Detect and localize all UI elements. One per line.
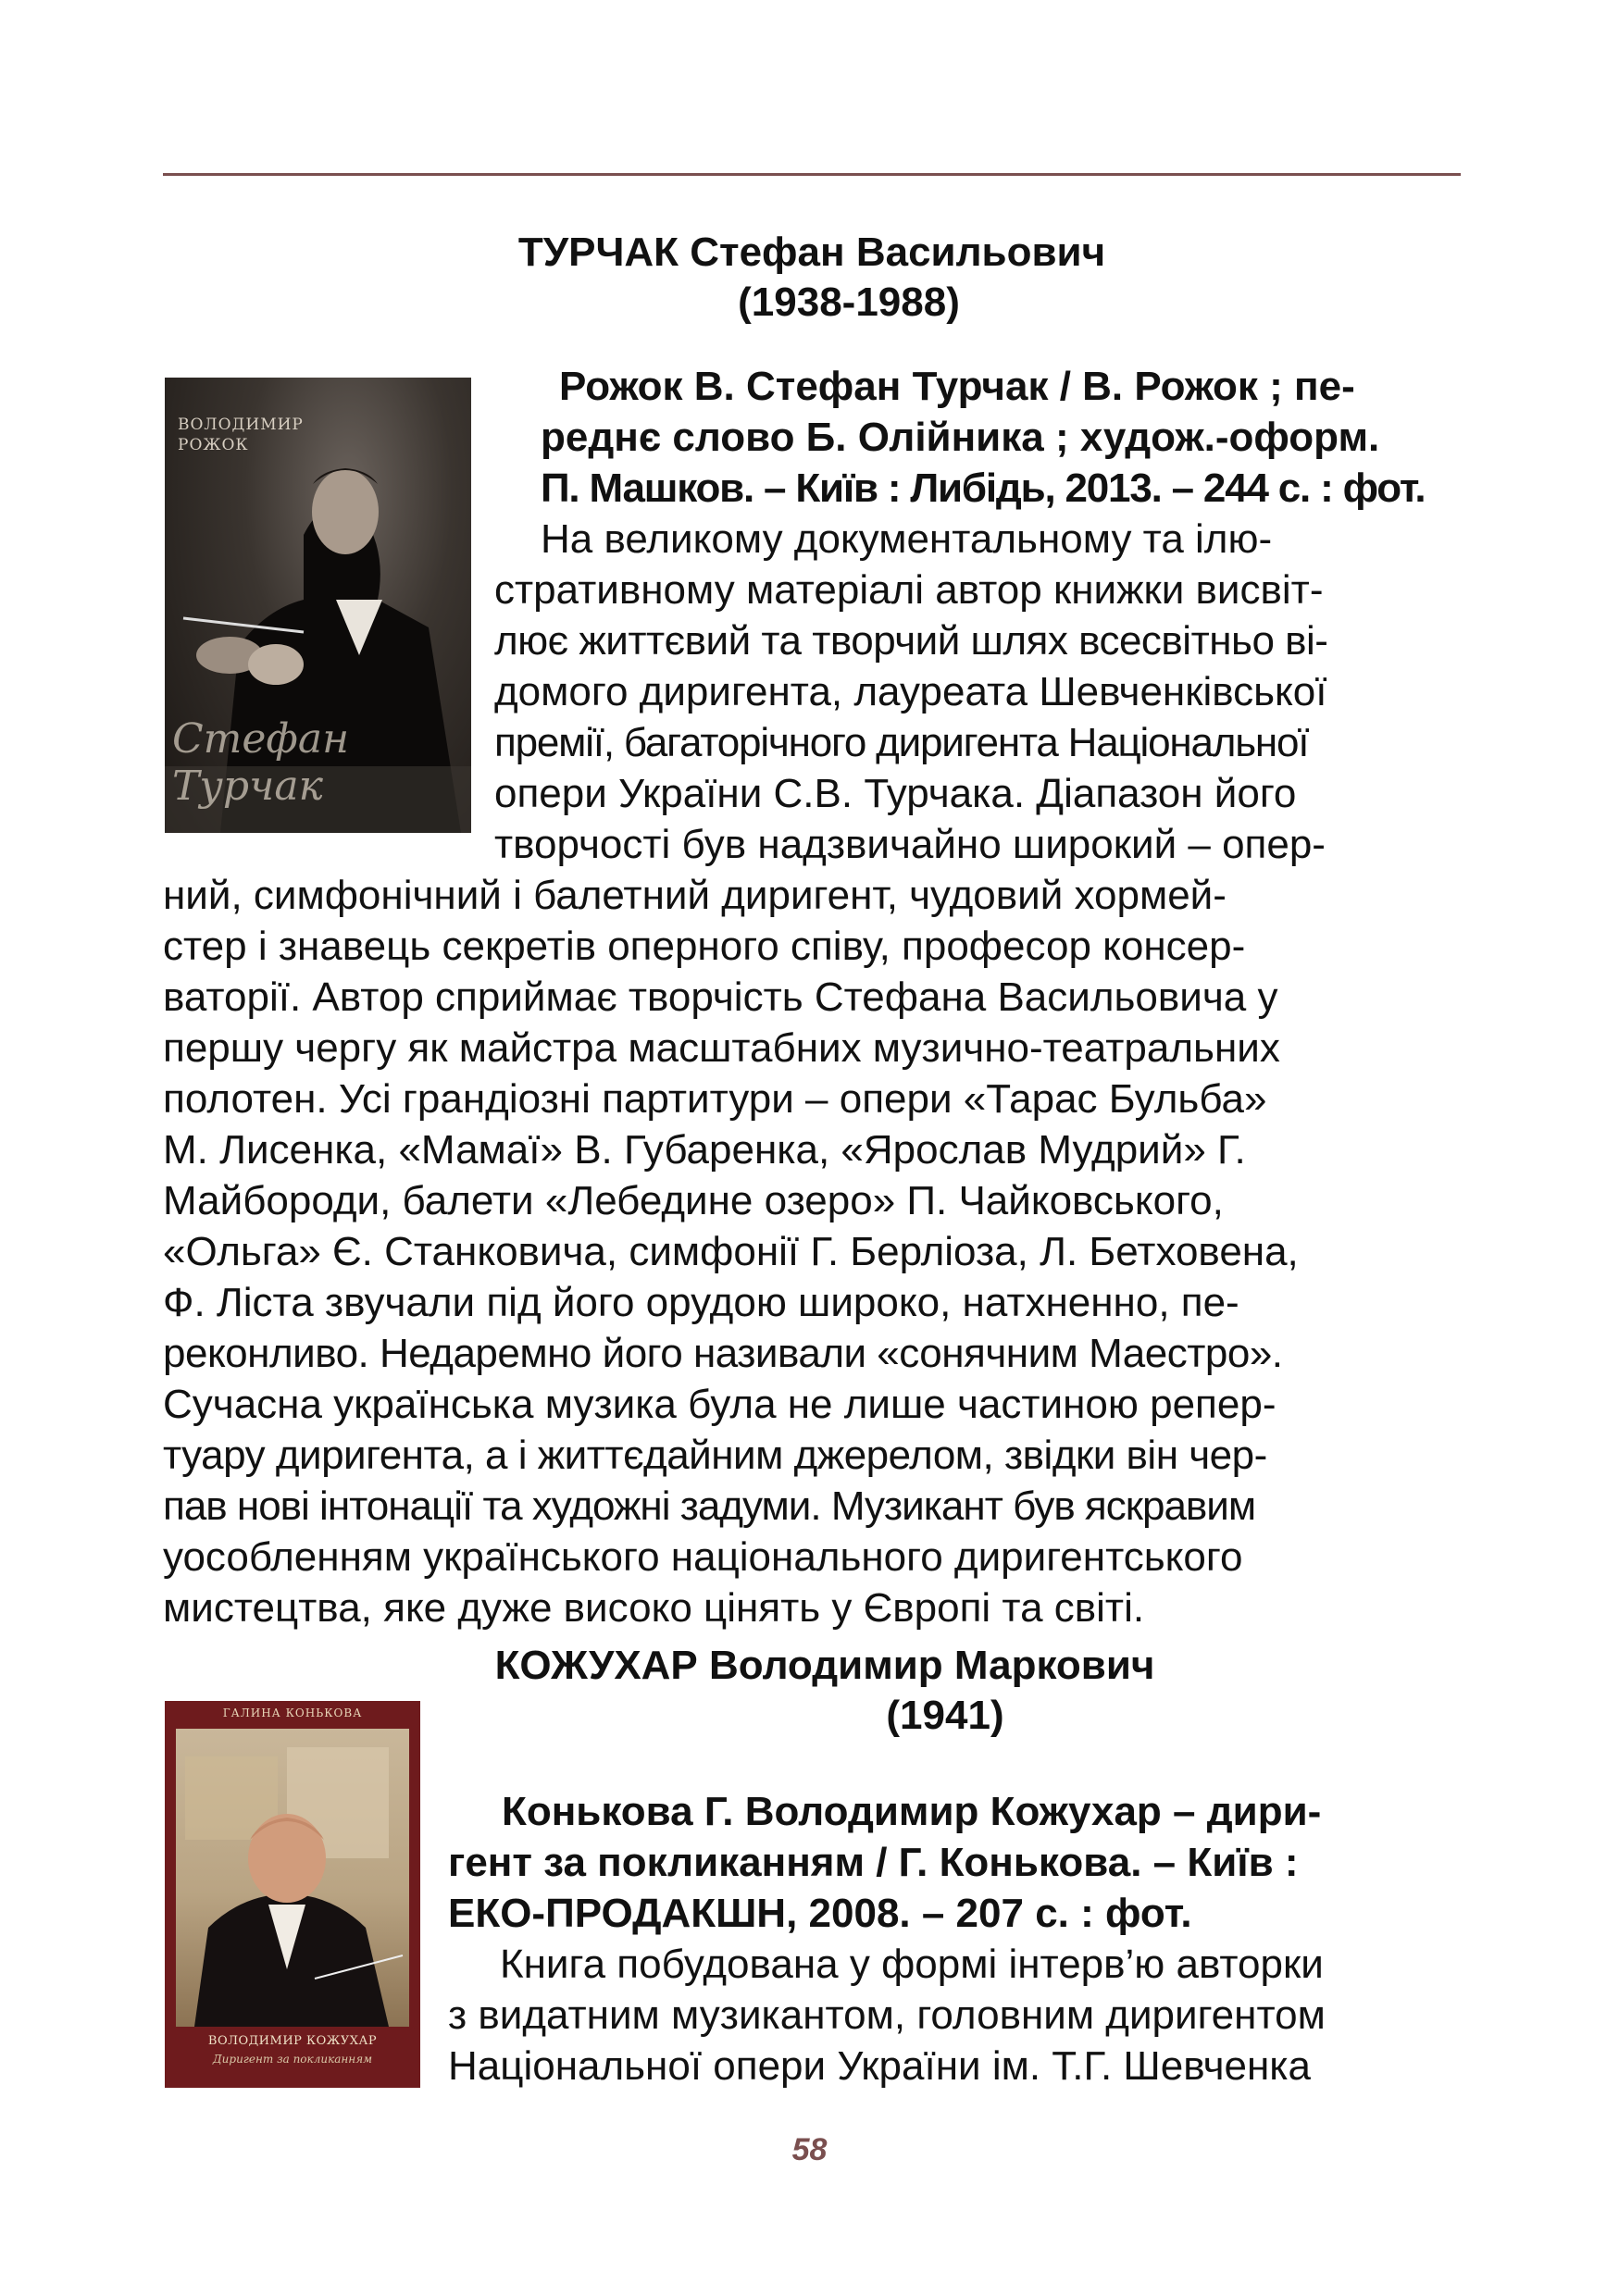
text-line: стративному матеріалі автор книжки висвіт-: [494, 567, 1324, 613]
text-line: опери України С.В. Турчака. Діапазон його: [494, 771, 1297, 816]
entry1-citation-line: П. Машков. – Київ : Либідь, 2013. – 244 с. : фот.: [541, 465, 1426, 511]
entry1-citation-line: реднє слово Б. Олійника ; худож.-оформ.: [541, 415, 1380, 460]
cover2-title: ВОЛОДИМИР КОЖУХАР: [207, 2034, 378, 2048]
text-line: Книга побудована у формі інтерв’ю авторки: [500, 1942, 1324, 1987]
entry2-citation: [448, 1786, 1461, 1939]
entry1-name: ТУРЧАК Стефан Васильович: [517, 230, 1106, 275]
text-line: ваторії. Автор сприймає творчість Стефана Васильовича у: [163, 974, 1278, 1020]
text-line: домого диригента, лауреата Шевченківської: [494, 669, 1327, 714]
text-line: Майбороди, балети «Лебедине озеро» П. Чайковського,: [163, 1178, 1224, 1223]
text-line: «Ольга» Є. Станковича, симфонії Г. Берліоза, Л. Бетховена,: [163, 1229, 1299, 1274]
entry2-citation-line: Конькова Г. Володимир Кожухар – дири-: [502, 1789, 1322, 1834]
page-number: 58: [791, 2132, 828, 2167]
text-line: М. Лисенка, «Мамаї» В. Губаренка, «Ярослав Мудрий» Г.: [163, 1127, 1246, 1173]
entry2-citation-line: ЕКО-ПРОДАКШН, 2008. – 207 с. : фот.: [448, 1891, 1192, 1936]
text-line: з видатним музикантом, головним диригентом: [448, 1992, 1326, 2038]
text-line: лює життєвий та творчий шлях всесвітньо ві-: [494, 618, 1328, 664]
text-line: На великому документальному та ілю-: [541, 516, 1273, 562]
text-line: пав нові інтонації та художні задуми. Музикант був яскравим: [163, 1483, 1256, 1529]
text-line: ний, симфонічний і балетний диригент, чудовий хормей-: [163, 873, 1227, 918]
cover1-script-title: Стефан Турчак: [172, 715, 350, 810]
entry2-narrow-paragraph: [448, 1939, 1461, 2091]
text-line: Національної опери України ім. Т.Г. Шевченка: [448, 2043, 1311, 2089]
text-line: Ф. Ліста звучали під його орудою широко, натхненно, пе-: [163, 1280, 1239, 1325]
entry2-name: КОЖУХАР Володимир Маркович: [494, 1643, 1155, 1688]
text-line: уособленням українського національного диригентського: [163, 1534, 1243, 1580]
entry2-years: (1941): [886, 1693, 1004, 1738]
text-line: премії, багаторічного диригента Національної: [494, 720, 1309, 765]
text-line: першу чергу як майстра масштабних музично-театральних: [163, 1025, 1280, 1071]
cover2-author: ГАЛИНА КОНЬКОВА: [222, 1706, 363, 1719]
cover1-author: ВОЛОДИМИР РОЖОК: [178, 416, 304, 454]
text-line: полотен. Усі грандіозні партитури – опери «Тарас Бульба»: [163, 1076, 1267, 1122]
entry2-citation-line: гент за покликанням / Г. Конькова. – Київ :: [448, 1840, 1299, 1885]
text-line: реконливо. Недаремно його називали «сонячним Маестро».: [163, 1331, 1283, 1376]
top-rule: [163, 173, 1461, 176]
cover2-subtitle: Диригент за покликанням: [212, 2053, 373, 2066]
entry1-heading: [163, 228, 1461, 328]
conductor-portrait-icon: [176, 1729, 409, 2027]
text-line: Сучасна українська музика була не лише частиною репер-: [163, 1382, 1277, 1427]
entry1-citation: [541, 361, 1461, 514]
entry1-citation-line: Рожок В. Стефан Турчак / В. Рожок ; пе-: [559, 364, 1355, 409]
entry1-years: (1938-1988): [738, 279, 960, 325]
book-cover-kozhukhar: [165, 1701, 420, 2088]
text-line: стер і знавець секретів оперного співу, професор консер-: [163, 924, 1246, 969]
entry1-narrow-paragraph: [494, 514, 1461, 870]
entry1-full-paragraph: [163, 870, 1461, 1633]
text-line: мистецтва, яке дуже високо цінять у Європі та світі.: [163, 1585, 1145, 1631]
cover2-image: [176, 1729, 409, 2027]
text-line: туару диригента, а і життєдайним джерелом, звідки він чер-: [163, 1433, 1267, 1478]
book-cover-turchak: [165, 378, 471, 833]
text-line: творчості був надзвичайно широкий – опер-: [494, 822, 1326, 867]
